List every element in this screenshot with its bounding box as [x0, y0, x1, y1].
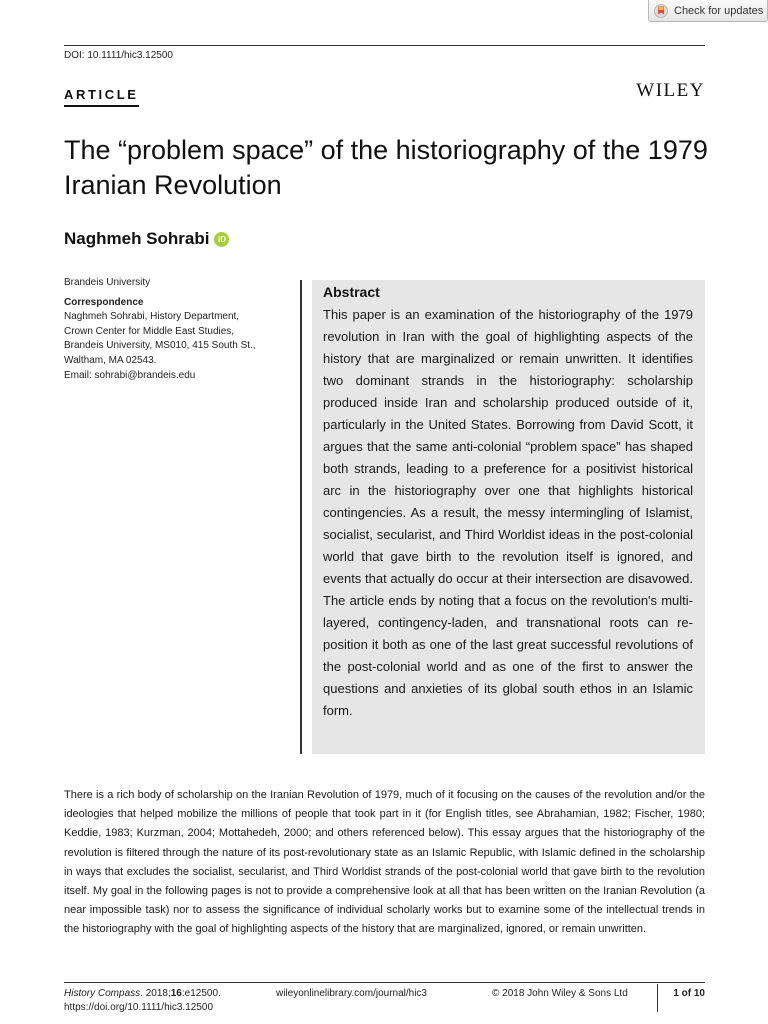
- check-for-updates-button[interactable]: [648, 0, 768, 22]
- affiliation-university: Brandeis University: [64, 277, 151, 288]
- article-title: The “problem space” of the historiography of the 1979 Iranian Revolution: [64, 135, 708, 200]
- footer-journal: History Compass: [64, 988, 141, 999]
- author-name[interactable]: Naghmeh Sohrabi: [64, 229, 210, 248]
- correspondence-line: Brandeis University, MS010, 415 South St.,: [64, 340, 256, 352]
- correspondence-line: Crown Center for Middle East Studies,: [64, 325, 235, 337]
- article-type-label: ARTICLE: [64, 87, 139, 107]
- publisher-logo: WILEY: [636, 80, 705, 101]
- correspondence-line: Naghmeh Sohrabi, History Department,: [64, 311, 240, 323]
- abstract-divider: [300, 280, 302, 754]
- footer-copyright: © 2018 John Wiley & Sons Ltd: [492, 988, 628, 999]
- affiliation-block: [64, 276, 289, 383]
- footer-article-no: :e12500.: [181, 988, 221, 999]
- correspondence-line: Waltham, MA 02543.: [64, 354, 157, 366]
- header-rule: [64, 45, 705, 46]
- footer-separator: [657, 984, 658, 1012]
- footer-rule: [64, 982, 705, 983]
- body-paragraph: There is a rich body of scholarship on the Iranian Revolution of 1979, much of it focusing on the causes of the revolution and/or the ideologies that helped mobilize the millions of people that took part in it (for English titles, see Abrahamian, 1982; Fischer, 1980; Keddie, 1983; Kurzman, 2004; Mottahedeh, 2000; and others referenced below). This essay argues that the historiography of the revolution is filtered through the nature of its post-revolutionary state as an Islamic Republic, with Islamic defined in the scholarship in ways that excludes the socialist, secularist, and Third Worldist strands of the post-colonial world that gave birth to the revolution itself. My goal in the following pages is not to provide a comprehensive look at all that has been written on the Iranian Revolution (a near impossible task) nor to assess the significance of individual scholarly works but to examine some of the intellectual trends in the historiography with the goal of highlighting aspects of the history that are marginalized, ignored, or remain unwritten.: [64, 789, 705, 936]
- footer-page-number: 1 of 10: [673, 988, 705, 999]
- correspondence-heading: Correspondence: [64, 296, 144, 308]
- abstract-heading: Abstract: [323, 284, 380, 300]
- abstract-box: [312, 280, 705, 754]
- author-line: [64, 229, 229, 249]
- footer-volume: 16: [170, 988, 182, 999]
- check-for-updates-label: Check for updates: [674, 4, 764, 17]
- orcid-icon[interactable]: iD: [214, 232, 229, 247]
- footer-journal-link[interactable]: wileyonlinelibrary.com/journal/hic3: [276, 988, 427, 999]
- footer-citation: [64, 987, 274, 1015]
- crossmark-icon: [654, 4, 668, 18]
- correspondence-email[interactable]: Email: sohrabi@brandeis.edu: [64, 369, 196, 381]
- abstract-text: This paper is an examination of the historiography of the 1979 revolution in Iran with the goal of highlighting aspects of the history that are marginalized or remain unwritten. It identifies two dominant strands in the historiography: scholarship produced inside Iran and scholarship produced outside of it, particularly in the United States. Borrowing from David Scott, it argues that the same anti-colonial “problem space” has shaped both strands, leading to a preference for a positivist historical arc in the historiography over one that highlights historical contingencies. As a result, the messy intermingling of Islamist, socialist, secularist, and Third Worldist ideas in the post-colonial world that gave birth to the revolution itself is ignored, and events that actually do occur at their intersection are disavowed. The article ends by noting that a focus on the revolution's multi-layered, contingency-laden, and transnational roots can re-position it both as one of the last great successful revolutions of the post-colonial world and as one of the first to answer the questions and anxieties of its global south ethos in an Islamic form.: [323, 307, 693, 718]
- footer-year: . 2018;: [140, 988, 171, 999]
- doi-header: DOI: 10.1111/hic3.12500: [64, 50, 173, 61]
- footer-doi-link[interactable]: https://doi.org/10.1111/hic3.12500: [64, 1002, 213, 1013]
